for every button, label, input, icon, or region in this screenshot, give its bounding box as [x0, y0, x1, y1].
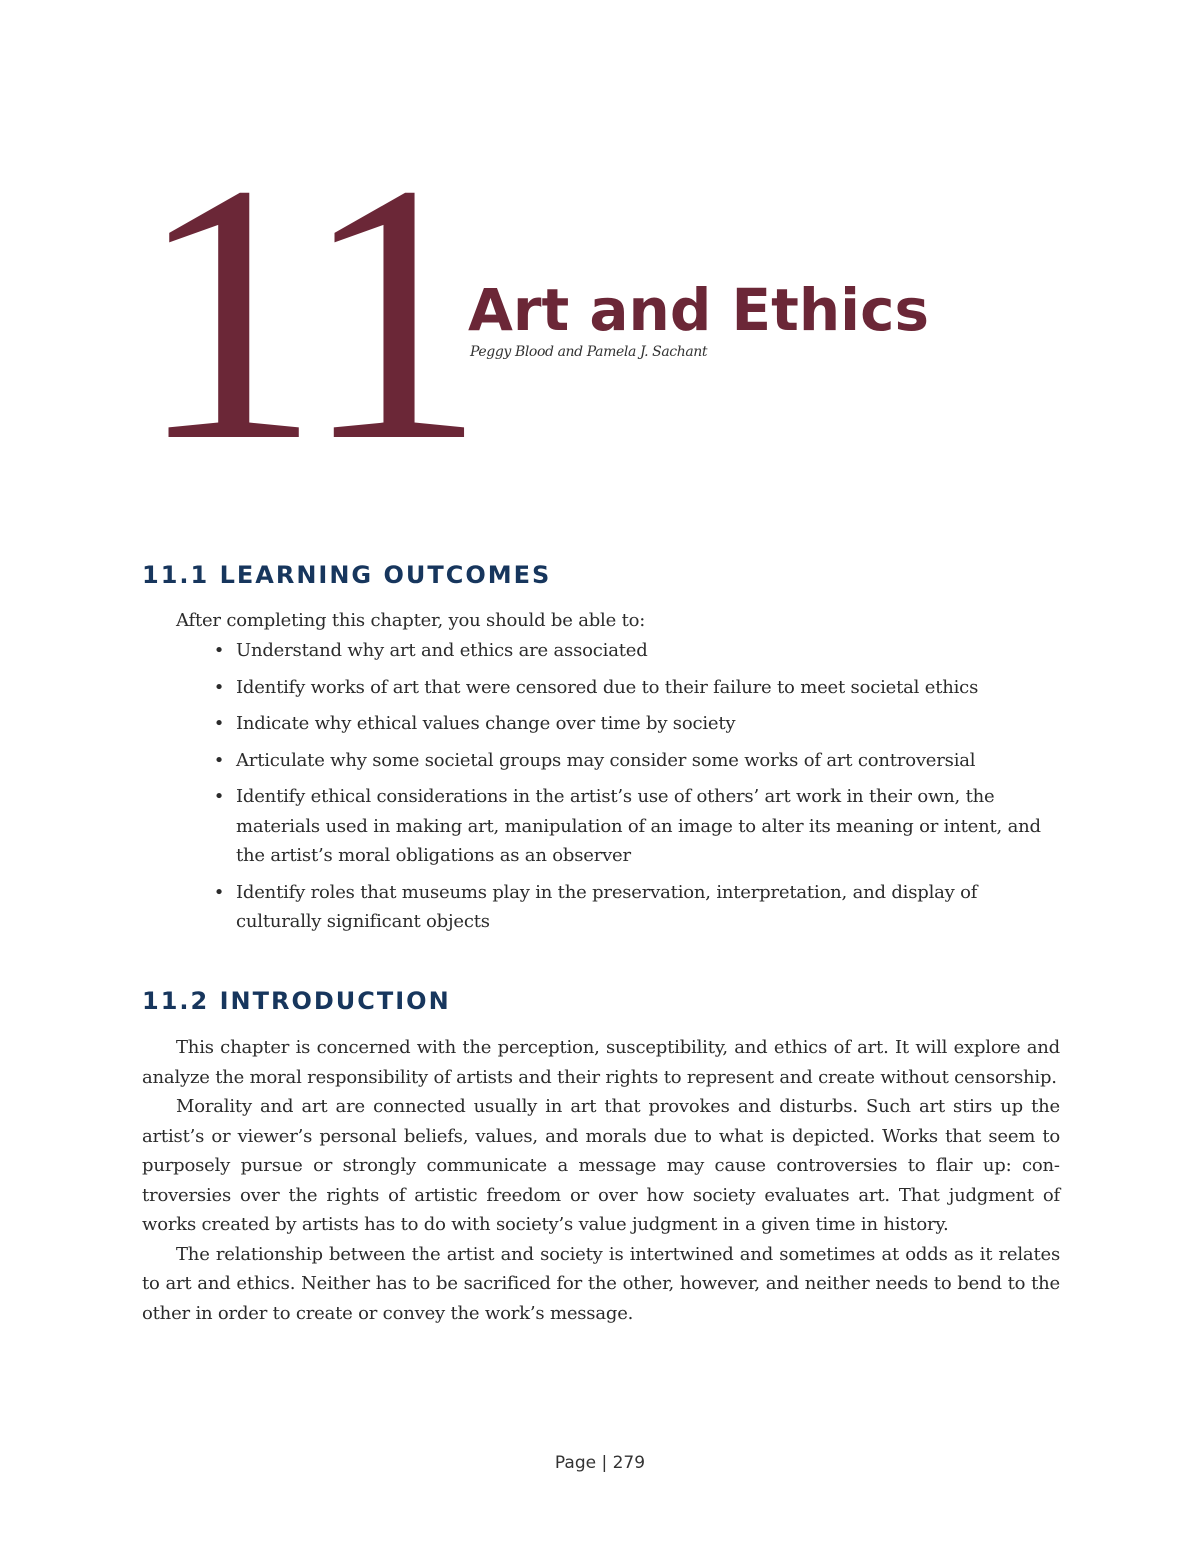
- list-item-text: Identify ethical considerations in the artist’s use of others’ art work in their own, the materials used in making art, manipulation of an image to alter its meaning or intent, and the artist’s moral obligations as an observer: [236, 786, 1041, 866]
- list-item: [212, 636, 1062, 666]
- learning-outcomes-list: [212, 636, 1062, 944]
- paragraph: This chapter is concerned with the perception, susceptibility, and ethics of art. It will explore and analyze the moral responsibility of artists and their rights to represent and create without censorship.: [142, 1037, 1060, 1088]
- bullet-icon: •: [213, 786, 225, 807]
- paragraph: The relationship between the artist and society is intertwined and sometimes at odds as it relates to art and ethics. Neither has to be sacrificed for the other, however, and neither needs to bend to the other in order to create or convey the work’s message.: [142, 1243, 1060, 1324]
- page-number: Page | 279: [554, 1453, 646, 1473]
- paragraph: Morality and art are connected usually in art that provokes and disturbs. Such art stirs up the artist’s or viewer’s personal beliefs, values, and morals due to what is depicted. Works that seem to purposely pursue or strongly communicate a message may cause controversies to flair up: controversies over the rights of artistic freedom or over how society evaluates art. That judgment of works created by artists has to do with society’s value judgment in a given time in history.: [142, 1096, 1060, 1235]
- learning-outcomes-lead: After completing this chapter, you should be able to:: [176, 610, 646, 631]
- bullet-icon: •: [213, 713, 225, 734]
- chapter-authors: Peggy Blood and Pamela J. Sachant: [470, 344, 708, 360]
- chapter-title: Art and Ethics: [468, 276, 929, 344]
- list-item-text: Indicate why ethical values change over time by society: [236, 713, 736, 734]
- list-item-text: Articulate why some societal groups may consider some works of art controversial: [236, 749, 976, 771]
- bullet-icon: •: [213, 881, 225, 903]
- section-heading-introduction: 11.2 INTRODUCTION: [142, 987, 451, 1015]
- section-heading-learning-outcomes: 11.1 LEARNING OUTCOMES: [142, 561, 552, 589]
- list-item-text: Identify roles that museums play in the preservation, interpretation, and display of culturally significant objects: [236, 881, 978, 932]
- list-item-text: Identify works of art that were censored due to their failure to meet societal ethics: [236, 676, 979, 698]
- list-item-text: Understand why art and ethics are associated: [236, 640, 648, 661]
- bullet-icon: •: [213, 749, 225, 771]
- list-item: [212, 673, 1062, 703]
- list-item: [212, 782, 1062, 871]
- list-item: [212, 709, 1062, 739]
- bullet-icon: •: [213, 640, 225, 661]
- list-item: [212, 878, 1062, 937]
- chapter-number: 11: [136, 108, 481, 518]
- bullet-icon: •: [213, 676, 225, 698]
- list-item: [212, 746, 1062, 776]
- introduction-body: [142, 1033, 1060, 1328]
